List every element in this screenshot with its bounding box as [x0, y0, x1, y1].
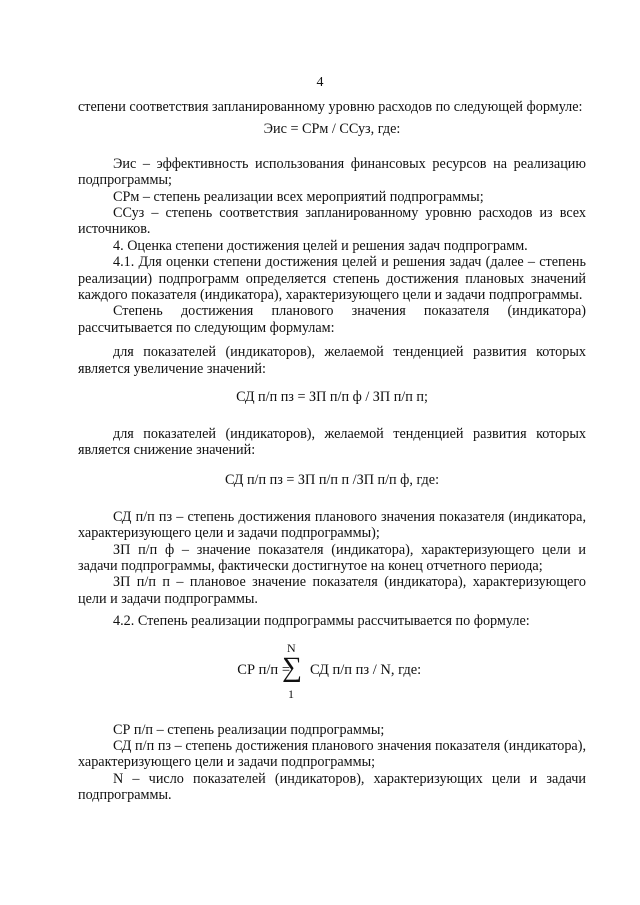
definition-sd-2: СД п/п пз – степень достижения планового значения показателя (индикатора), характеризующего цели и задачи подпрограммы; [78, 737, 586, 771]
definition-n: N – число показателей (индикаторов), характеризующих цели и задачи подпрограммы. [78, 770, 586, 804]
sum-lower-limit: 1 [288, 686, 294, 701]
document-body [78, 99, 586, 804]
paragraph-4-2: 4.2. Степень реализации подпрограммы рассчитывается по формуле: [113, 613, 530, 630]
page-number: 4 [316, 75, 324, 90]
paragraph: степени соответствия запланированному уровню расходов по следующей формуле: [78, 99, 583, 115]
sum-formula-right: СД п/п пз / N, где: [310, 661, 422, 678]
definition-sr: СР п/п – степень реализации подпрограммы; [113, 721, 385, 738]
sum-upper-limit: N [287, 640, 296, 655]
definition-ssuz: ССуз – степень соответствия запланированному уровню расходов из всех источников. [78, 205, 586, 238]
definition-eis: Эис – эффективность использования финансовых ресурсов на реализацию подпрограммы; [78, 155, 586, 189]
sum-formula-left: СР п/п = [237, 661, 290, 678]
paragraph: Степень достижения планового значения показателя (индикатора) рассчитывается по следующим формулам: [78, 303, 586, 336]
definition-srm: СРм – степень реализации всех мероприятий подпрограммы; [113, 188, 484, 205]
formula-increase: СД п/п пз = ЗП п/п ф / ЗП п/п п; [236, 389, 428, 406]
paragraph: для показателей (индикаторов), желаемой тенденцией развития которых является снижение значений: [78, 425, 586, 458]
definition-zp-p: ЗП п/п п – плановое значение показателя (индикатора), характеризующего цели и задачи подпрограммы. [78, 574, 586, 607]
paragraph-4-1: 4.1. Для оценки степени достижения целей и решения задач (далее – степень реализации) подпрограмм определяется степень достижения плановых значений каждого показателя (индикатора), характеризующего цели и задачи подпрограммы. [78, 254, 586, 304]
paragraph: для показателей (индикаторов), желаемой тенденцией развития которых является увеличение значений: [78, 344, 586, 377]
formula-sum [78, 640, 586, 704]
formula-decrease: СД п/п пз = ЗП п/п п /ЗП п/п ф, где: [224, 472, 440, 489]
formula-efficiency: Эис = СРм / ССуз, где: [263, 121, 401, 138]
definition-sd: СД п/п пз – степень достижения планового значения показателя (индикатора, характеризующего цели и задачи подпрограммы); [78, 508, 586, 542]
section-heading-4: 4. Оценка степени достижения целей и решения задач подпрограмм. [113, 237, 528, 254]
definition-zp-f: ЗП п/п ф – значение показателя (индикатора), характеризующего цели и задачи подпрограммы, фактически достигнутое на конец отчетного периода; [78, 541, 586, 574]
sigma-symbol: ∑ [282, 651, 302, 683]
